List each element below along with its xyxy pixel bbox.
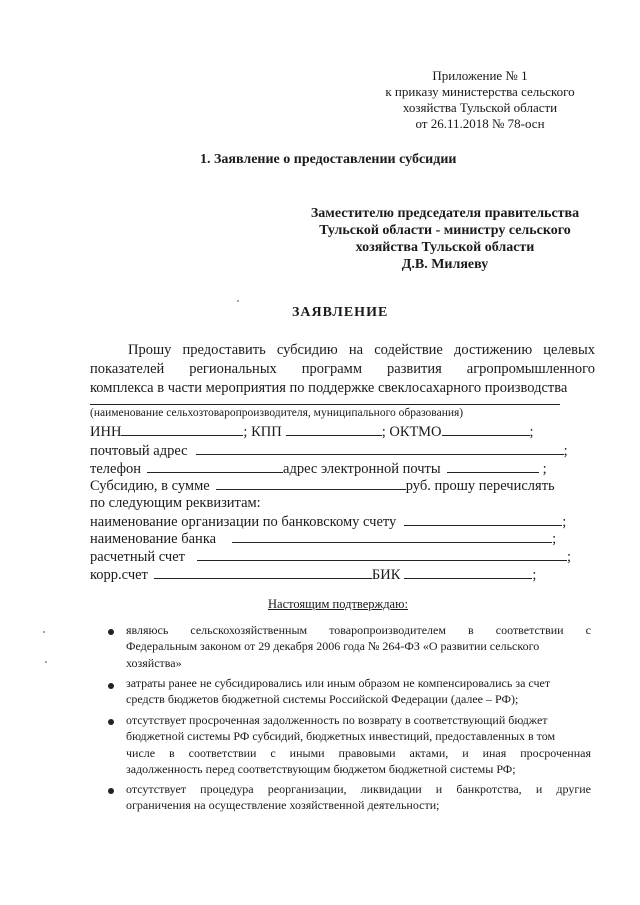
bullet-line: отсутствует просроченная задолженность по возврату в соответствующий бюджет: [126, 713, 548, 727]
bullet-line: являюсь сельскохозяйственным товаропроизводителем в соответствии с: [126, 623, 591, 637]
oktmo-field[interactable]: [442, 422, 530, 436]
bullet-line: ограничения на осуществление хозяйственной деятельности;: [126, 798, 440, 813]
addressee-line-2: Тульской области - министру сельского: [319, 223, 571, 238]
scan-speck: [237, 300, 239, 302]
bullet-item: [126, 675, 591, 708]
addressee-line-3: хозяйства Тульской области: [355, 240, 535, 255]
phone-field[interactable]: [147, 459, 283, 473]
account-row: [90, 547, 571, 566]
semicolon: ;: [532, 567, 537, 583]
account-field[interactable]: [197, 547, 567, 561]
bank-row: [90, 529, 556, 548]
corr-bik-row: [90, 565, 536, 584]
addressee-block: [290, 205, 600, 273]
semicolon: ;: [542, 461, 547, 477]
appendix-date: от 26.11.2018 № 78-осн: [415, 116, 545, 131]
bank-label: наименование банка: [90, 531, 217, 547]
confirm-heading: Настоящим подтверждаю:: [268, 597, 408, 611]
bullet-line: средств бюджетов бюджетной системы Российской Федерации (далее – РФ);: [126, 692, 519, 707]
semicolon: ;: [552, 531, 557, 547]
bik-label: БИК: [371, 567, 401, 583]
bullet-line: бюджетной системы РФ субсидий, бюджетных инвестиций, предоставленных в том: [126, 729, 556, 744]
phone-label: телефон: [90, 461, 142, 477]
account-label: расчетный счет: [90, 549, 185, 565]
postal-field[interactable]: [196, 441, 564, 455]
inn-kpp-oktmo-row: [90, 422, 534, 441]
bullet-item: [126, 781, 591, 814]
postal-row: [90, 441, 568, 460]
request-line-2: показателей региональных программ развития агропромышленного: [90, 361, 595, 377]
inn-field[interactable]: [121, 422, 243, 436]
semicolon: ;: [562, 514, 567, 530]
corr-label: корр.счет: [90, 567, 148, 583]
semicolon: ;: [567, 549, 572, 565]
kpp-field[interactable]: [286, 422, 382, 436]
email-label: адрес электронной почты: [283, 461, 441, 477]
addressee-name: Д.В. Миляеву: [401, 257, 489, 272]
appendix-ministry: хозяйства Тульской области: [402, 100, 558, 115]
bullet-line: затраты ранее не субсидировались или иным образом не компенсировались за счет: [126, 676, 551, 690]
bank-field[interactable]: [232, 529, 552, 543]
applicant-name-hint: (наименование сельхозтоваропроизводителя, муниципального образования): [90, 407, 464, 419]
appendix-block: [345, 68, 615, 132]
org-label: наименование организации по банковскому счету: [90, 514, 397, 530]
request-line-3: комплекса в части мероприятия по поддержке свеклосахарного производства: [90, 380, 568, 396]
semicolon: ;: [529, 424, 534, 440]
details-label: по следующим реквизитам:: [90, 495, 261, 511]
bullet-line: задолженность перед соответствующим бюджетом бюджетной системы РФ;: [126, 761, 516, 776]
kpp-label: ; КПП: [243, 424, 282, 440]
bullet-item: [126, 622, 591, 671]
semicolon: ;: [563, 443, 568, 459]
bullet-dot: [108, 683, 114, 689]
org-field[interactable]: [404, 512, 562, 526]
request-line-1: Прошу предоставить субсидию на содействие достижению целевых: [128, 342, 595, 358]
subsidy-amount-field[interactable]: [216, 476, 406, 490]
bullet-dot: [108, 788, 114, 794]
scan-speck: [45, 661, 47, 663]
email-field[interactable]: [447, 459, 539, 473]
bullet-line: числе в соответствии с иными правовыми актами, и иная просроченная: [126, 745, 591, 760]
statement-heading: ЗАЯВЛЕНИЕ: [292, 305, 389, 320]
bullet-line: Федеральным законом от 29 декабря 2006 года № 264-ФЗ «О развитии сельского: [126, 639, 540, 654]
section-title: 1. Заявление о предоставлении субсидии: [200, 152, 457, 167]
appendix-number: Приложение № 1: [432, 68, 528, 83]
corr-field[interactable]: [154, 565, 372, 579]
inn-label: ИНН: [90, 424, 122, 440]
bullet-dot: [108, 629, 114, 635]
subsidy-amount-row: [90, 476, 555, 495]
subsidy-label: Субсидию, в сумме: [90, 478, 210, 494]
bullet-item: [126, 712, 591, 777]
request-paragraph: [90, 341, 595, 398]
bullet-dot: [108, 719, 114, 725]
oktmo-label: ; ОКТМО: [381, 424, 442, 440]
bullet-line: хозяйства»: [126, 655, 182, 670]
bullet-line: отсутствует процедура реорганизации, ликвидации и банкротства, и другие: [126, 782, 591, 796]
applicant-name-line: [90, 404, 560, 405]
bik-field[interactable]: [404, 565, 532, 579]
subsidy-suffix: руб. прошу перечислять: [405, 478, 555, 494]
addressee-line-1: Заместителю председателя правительства: [310, 206, 580, 221]
appendix-order-ref: к приказу министерства сельского: [385, 84, 575, 99]
postal-label: почтовый адрес: [90, 443, 188, 459]
scan-speck: [43, 631, 45, 633]
